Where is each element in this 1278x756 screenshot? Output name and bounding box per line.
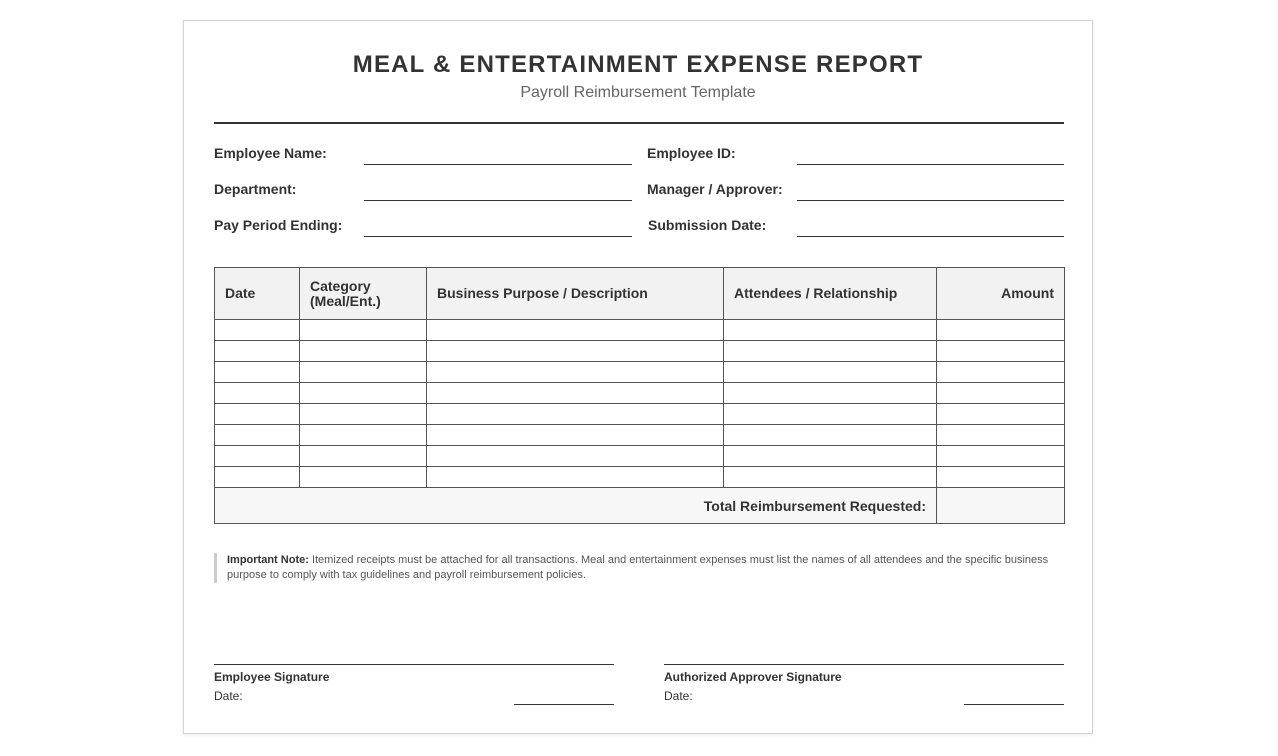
table-row <box>215 341 1065 362</box>
cell-purpose[interactable] <box>427 404 724 425</box>
cell-date[interactable] <box>215 362 300 383</box>
approver-signature-label: Authorized Approver Signature <box>664 670 842 684</box>
employee-id-field[interactable] <box>797 164 1064 165</box>
cell-date[interactable] <box>215 467 300 488</box>
cell-date[interactable] <box>215 425 300 446</box>
approver-date-line[interactable] <box>964 704 1064 705</box>
cell-attendees[interactable] <box>724 467 937 488</box>
cell-category[interactable] <box>300 383 427 404</box>
employee-signature-line[interactable] <box>214 664 614 665</box>
department-field[interactable] <box>364 200 632 201</box>
cell-attendees[interactable] <box>724 404 937 425</box>
cell-date[interactable] <box>215 446 300 467</box>
cell-purpose[interactable] <box>427 341 724 362</box>
header-amount: Amount <box>937 268 1065 320</box>
cell-purpose[interactable] <box>427 467 724 488</box>
table-header-row <box>215 268 1065 320</box>
note-label: Important Note: <box>227 554 309 566</box>
cell-category[interactable] <box>300 341 427 362</box>
cell-category[interactable] <box>300 446 427 467</box>
employee-signature-label: Employee Signature <box>214 670 330 684</box>
submission-date-label: Submission Date: <box>648 217 767 233</box>
cell-amount[interactable] <box>937 467 1065 488</box>
table-row <box>215 446 1065 467</box>
cell-attendees[interactable] <box>724 383 937 404</box>
cell-date[interactable] <box>215 320 300 341</box>
table-row <box>215 320 1065 341</box>
cell-amount[interactable] <box>937 446 1065 467</box>
approver-signature-line[interactable] <box>664 664 1064 665</box>
cell-attendees[interactable] <box>724 425 937 446</box>
header-category <box>300 268 427 320</box>
expense-table <box>214 267 1065 524</box>
department-label: Department: <box>214 181 297 197</box>
header-attendees: Attendees / Relationship <box>724 268 937 320</box>
report-subtitle: Payroll Reimbursement Template <box>520 84 756 101</box>
cell-purpose[interactable] <box>427 320 724 341</box>
cell-date[interactable] <box>215 383 300 404</box>
table-row <box>215 404 1065 425</box>
cell-attendees[interactable] <box>724 341 937 362</box>
cell-category[interactable] <box>300 467 427 488</box>
cell-amount[interactable] <box>937 362 1065 383</box>
cell-amount[interactable] <box>937 341 1065 362</box>
cell-amount[interactable] <box>937 320 1065 341</box>
cell-attendees[interactable] <box>724 362 937 383</box>
title-divider <box>214 122 1064 124</box>
cell-purpose[interactable] <box>427 362 724 383</box>
header-date: Date <box>215 268 300 320</box>
employee-name-label: Employee Name: <box>214 145 327 161</box>
table-row <box>215 362 1065 383</box>
table-row <box>215 383 1065 404</box>
cell-category[interactable] <box>300 362 427 383</box>
pay-period-field[interactable] <box>364 236 632 237</box>
report-title: MEAL & ENTERTAINMENT EXPENSE REPORT <box>352 51 924 78</box>
cell-category[interactable] <box>300 404 427 425</box>
cell-category[interactable] <box>300 425 427 446</box>
table-row <box>215 467 1065 488</box>
cell-attendees[interactable] <box>724 446 937 467</box>
cell-category[interactable] <box>300 320 427 341</box>
table-row <box>215 425 1065 446</box>
total-label: Total Reimbursement Requested: <box>215 488 937 524</box>
employee-date-line[interactable] <box>514 704 614 705</box>
cell-purpose[interactable] <box>427 425 724 446</box>
cell-amount[interactable] <box>937 404 1065 425</box>
cell-purpose[interactable] <box>427 446 724 467</box>
important-note <box>214 553 1064 583</box>
cell-date[interactable] <box>215 404 300 425</box>
header-category-line1: Category <box>310 277 371 294</box>
total-amount-cell[interactable] <box>937 488 1065 524</box>
total-row <box>215 488 1065 524</box>
cell-amount[interactable] <box>937 383 1065 404</box>
pay-period-label: Pay Period Ending: <box>214 217 343 233</box>
approver-date-label: Date: <box>664 689 693 703</box>
expense-report-page <box>183 20 1093 734</box>
cell-amount[interactable] <box>937 425 1065 446</box>
note-text: Itemized receipts must be attached for all transactions. Meal and entertainment expenses must list the names of all attendees and the specific business purpose to comply with tax guidelines and payroll reimbursement policies. <box>227 554 1049 581</box>
cell-attendees[interactable] <box>724 320 937 341</box>
employee-name-field[interactable] <box>364 164 632 165</box>
submission-date-field[interactable] <box>797 236 1064 237</box>
cell-purpose[interactable] <box>427 383 724 404</box>
header-purpose: Business Purpose / Description <box>427 268 724 320</box>
manager-field[interactable] <box>797 200 1064 201</box>
cell-date[interactable] <box>215 341 300 362</box>
header-category-line2: (Meal/Ent.) <box>310 292 381 309</box>
manager-label: Manager / Approver: <box>647 181 783 197</box>
employee-id-label: Employee ID: <box>647 145 736 161</box>
employee-date-label: Date: <box>214 689 243 703</box>
